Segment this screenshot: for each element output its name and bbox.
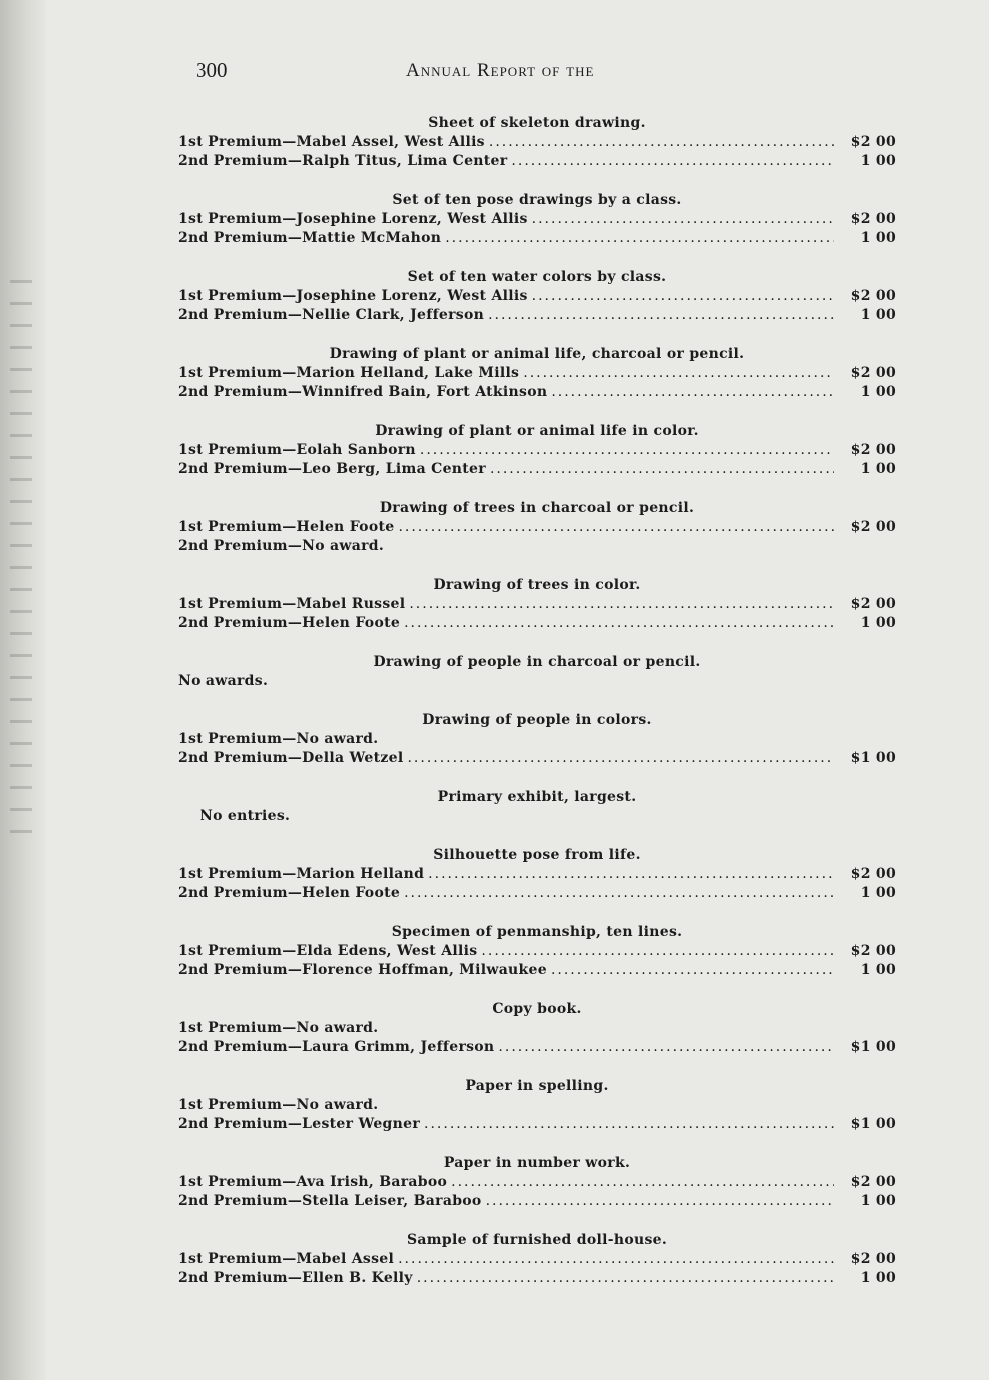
dot-leader	[489, 133, 834, 152]
award-recipient: 1st Premium—Marion Helland, Lake Mills	[178, 365, 520, 381]
award-entry	[178, 1269, 896, 1288]
award-recipient: 2nd Premium—Laura Grimm, Jefferson	[178, 1039, 495, 1055]
award-entry	[178, 595, 896, 614]
award-recipient: 2nd Premium—Helen Foote	[178, 615, 401, 631]
award-section	[178, 1154, 896, 1211]
award-recipient: 2nd Premium—Ellen B. Kelly	[178, 1270, 413, 1286]
award-entry	[178, 287, 896, 306]
section-title: Set of ten water colors by class.	[407, 269, 667, 285]
award-recipient: 2nd Premium—Mattie McMahon	[178, 230, 442, 246]
award-recipient: 2nd Premium—Helen Foote	[178, 885, 401, 901]
award-recipient: 1st Premium—Marion Helland	[178, 866, 425, 882]
award-amount: 1 00	[860, 1193, 896, 1209]
section-title: Drawing of trees in color.	[433, 577, 641, 593]
page-number: 300	[196, 58, 228, 82]
award-entry	[178, 1250, 896, 1269]
dot-leader	[407, 749, 834, 768]
dot-leader	[404, 884, 834, 903]
award-amount: $2 00	[850, 211, 896, 227]
award-recipient: 2nd Premium—Stella Leiser, Baraboo	[178, 1193, 482, 1209]
award-amount: $2 00	[850, 365, 896, 381]
award-entry	[178, 460, 896, 479]
award-amount: 1 00	[860, 384, 896, 400]
page-header	[196, 56, 896, 86]
award-section	[178, 345, 896, 402]
award-entry	[178, 152, 896, 171]
dot-leader	[428, 865, 834, 884]
section-title: Primary exhibit, largest.	[437, 789, 637, 805]
award-amount: 1 00	[860, 885, 896, 901]
section-note: 1st Premium—No award.	[178, 1097, 379, 1113]
award-recipient: 1st Premium—Mabel Assel	[178, 1251, 395, 1267]
award-amount: $2 00	[850, 134, 896, 150]
award-recipient: 1st Premium—Josephine Lorenz, West Allis	[178, 288, 528, 304]
dot-leader	[486, 1192, 834, 1211]
section-note: 1st Premium—No award.	[178, 1020, 379, 1036]
award-amount: $2 00	[850, 596, 896, 612]
award-entry	[178, 133, 896, 152]
award-entry	[178, 441, 896, 460]
award-entry	[178, 865, 896, 884]
award-recipient: 2nd Premium—Lester Wegner	[178, 1116, 421, 1132]
award-amount: 1 00	[860, 1270, 896, 1286]
section-title: Copy book.	[492, 1001, 582, 1017]
award-amount: 1 00	[860, 307, 896, 323]
award-amount: $2 00	[850, 1251, 896, 1267]
dot-leader	[420, 441, 834, 460]
dot-leader	[551, 961, 834, 980]
dot-leader	[424, 1115, 834, 1134]
section-note: No entries.	[200, 808, 291, 824]
award-entry	[178, 210, 896, 229]
section-note: No awards.	[178, 673, 269, 689]
premium-list	[178, 114, 896, 1308]
award-entry	[178, 518, 896, 537]
award-amount: $1 00	[850, 1116, 896, 1132]
award-recipient: 2nd Premium—Ralph Titus, Lima Center	[178, 153, 508, 169]
award-recipient: 1st Premium—Helen Foote	[178, 519, 395, 535]
award-recipient: 1st Premium—Elda Edens, West Allis	[178, 943, 478, 959]
dot-leader	[532, 287, 834, 306]
award-amount: $2 00	[850, 288, 896, 304]
award-section	[178, 576, 896, 633]
award-section	[178, 268, 896, 325]
award-entry	[178, 1173, 896, 1192]
section-note: 2nd Premium—No award.	[178, 538, 385, 554]
award-recipient: 1st Premium—Mabel Assel, West Allis	[178, 134, 485, 150]
award-section	[178, 1231, 896, 1288]
dot-leader	[488, 306, 834, 325]
award-section	[178, 846, 896, 903]
section-title: Drawing of people in colors.	[422, 712, 652, 728]
award-amount: 1 00	[860, 962, 896, 978]
section-title: Set of ten pose drawings by a class.	[392, 192, 682, 208]
award-recipient: 1st Premium—Josephine Lorenz, West Allis	[178, 211, 528, 227]
dot-leader	[511, 152, 834, 171]
award-recipient: 2nd Premium—Nellie Clark, Jefferson	[178, 307, 485, 323]
award-entry	[178, 306, 896, 325]
award-recipient: 2nd Premium—Winnifred Bain, Fort Atkinson	[178, 384, 548, 400]
award-recipient: 1st Premium—Ava Irish, Baraboo	[178, 1174, 448, 1190]
award-entry	[178, 942, 896, 961]
dot-leader	[398, 518, 834, 537]
section-title: Sheet of skeleton drawing.	[428, 115, 646, 131]
award-entry	[178, 1038, 896, 1057]
dot-leader	[409, 595, 834, 614]
award-amount: $2 00	[850, 442, 896, 458]
award-recipient: 2nd Premium—Florence Hoffman, Milwaukee	[178, 962, 547, 978]
award-recipient: 2nd Premium—Leo Berg, Lima Center	[178, 461, 486, 477]
section-title: Paper in spelling.	[465, 1078, 609, 1094]
section-title: Specimen of penmanship, ten lines.	[391, 924, 683, 940]
award-amount: $2 00	[850, 1174, 896, 1190]
award-section	[178, 788, 896, 826]
award-amount: $2 00	[850, 943, 896, 959]
dot-leader	[523, 364, 834, 383]
award-entry	[178, 1115, 896, 1134]
section-title: Drawing of trees in charcoal or pencil.	[379, 500, 695, 516]
award-section	[178, 1077, 896, 1134]
award-section	[178, 923, 896, 980]
dot-leader	[417, 1269, 834, 1288]
award-amount: $2 00	[850, 866, 896, 882]
section-note: 1st Premium—No award.	[178, 731, 379, 747]
award-amount: 1 00	[860, 230, 896, 246]
award-section	[178, 1000, 896, 1057]
award-amount: $1 00	[850, 750, 896, 766]
running-title: Annual Report of the	[406, 60, 595, 81]
award-entry	[178, 383, 896, 402]
award-entry	[178, 1192, 896, 1211]
award-recipient: 1st Premium—Mabel Russel	[178, 596, 406, 612]
dot-leader	[445, 229, 834, 248]
award-entry	[178, 614, 896, 633]
dot-leader	[481, 942, 834, 961]
award-amount: 1 00	[860, 153, 896, 169]
award-amount: 1 00	[860, 615, 896, 631]
award-section	[178, 114, 896, 171]
section-title: Drawing of people in charcoal or pencil.	[373, 654, 701, 670]
dot-leader	[498, 1038, 834, 1057]
award-recipient: 2nd Premium—Della Wetzel	[178, 750, 404, 766]
award-entry	[178, 229, 896, 248]
award-section	[178, 499, 896, 556]
section-title: Silhouette pose from life.	[433, 847, 641, 863]
award-section	[178, 191, 896, 248]
section-title: Drawing of plant or animal life in color.	[375, 423, 699, 439]
award-recipient: 1st Premium—Eolah Sanborn	[178, 442, 416, 458]
award-amount: $1 00	[850, 1039, 896, 1055]
award-entry	[178, 749, 896, 768]
dot-leader	[551, 383, 834, 402]
dot-leader	[451, 1173, 834, 1192]
section-title: Drawing of plant or animal life, charcoal or pencil.	[329, 346, 745, 362]
binding-stitch-marks	[10, 280, 32, 840]
dot-leader	[490, 460, 834, 479]
section-title: Sample of furnished doll-house.	[406, 1232, 668, 1248]
award-entry	[178, 884, 896, 903]
page-binding-edge	[0, 0, 46, 1380]
dot-leader	[532, 210, 834, 229]
award-entry	[178, 364, 896, 383]
award-amount: 1 00	[860, 461, 896, 477]
award-section	[178, 711, 896, 768]
dot-leader	[398, 1250, 834, 1269]
award-section	[178, 422, 896, 479]
award-entry	[178, 961, 896, 980]
section-title: Paper in number work.	[443, 1155, 631, 1171]
award-section	[178, 653, 896, 691]
dot-leader	[404, 614, 834, 633]
award-amount: $2 00	[850, 519, 896, 535]
